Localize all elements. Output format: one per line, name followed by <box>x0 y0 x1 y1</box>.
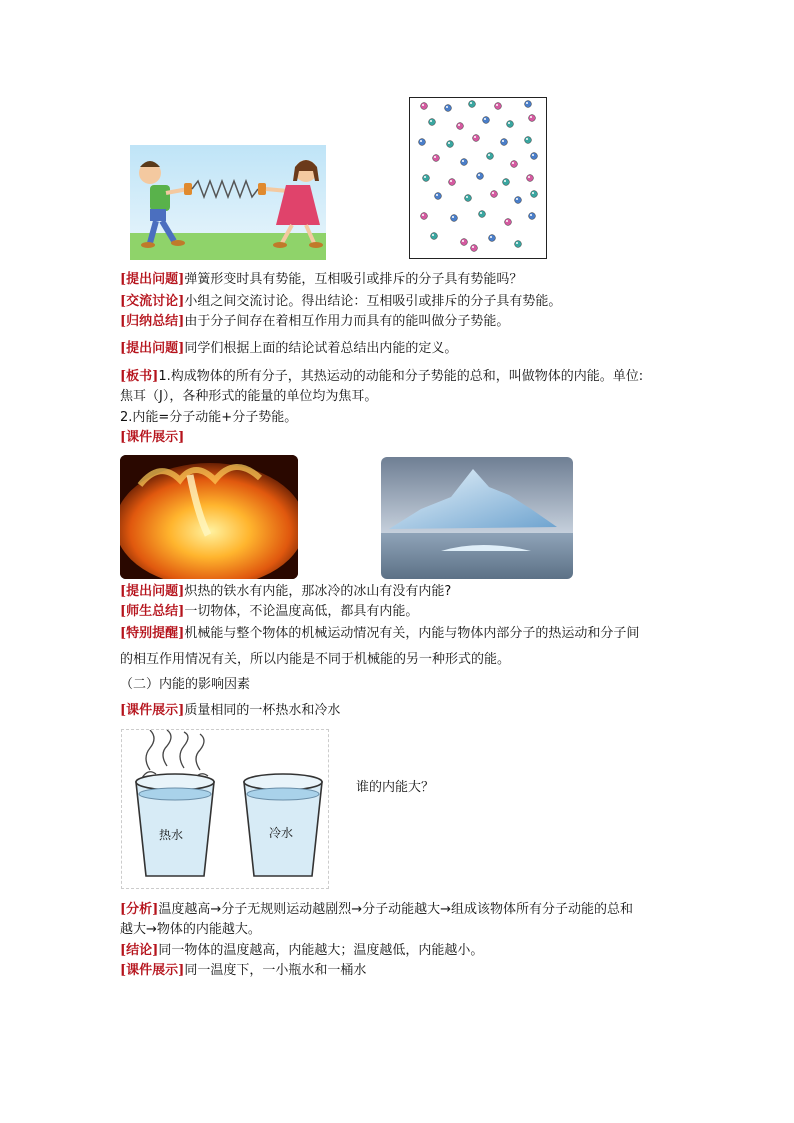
molecule-icon <box>507 121 514 128</box>
molecule-icon <box>515 241 522 248</box>
iceberg-image <box>381 457 573 579</box>
molecule-icon <box>447 141 454 148</box>
molecule-icon <box>471 245 478 252</box>
text-line-4: [提出问题]同学们根据上面的结论试着总结出内能的定义。 <box>120 341 458 356</box>
molecule-icon <box>423 175 430 182</box>
molecule-icon <box>421 103 428 110</box>
molecule-icon <box>491 191 498 198</box>
molecule-icon <box>511 161 518 168</box>
hot-cold-water-cups-image <box>121 729 329 889</box>
molecule-icon <box>531 191 538 198</box>
spring-tug-of-war-image <box>130 145 326 260</box>
text-line-1: [提出问题]弹簧形变时具有势能，互相吸引或排斥的分子具有势能吗？ <box>120 272 523 287</box>
text-line-12: 的相互作用情况有关，所以内能是不同于机械能的另一种形式的能。 <box>120 652 511 667</box>
molecule-icon <box>461 239 468 246</box>
text-line-5: [板书]1.构成物体的所有分子，其热运动的动能和分子势能的总和，叫做物体的内能。单位: <box>120 369 644 384</box>
text-line-13: （二）内能的影响因素 <box>120 677 251 692</box>
text-line-9: [提出问题]炽热的铁水有内能，那冰冷的冰山有没有内能? <box>120 584 452 599</box>
molecule-icon <box>431 233 438 240</box>
molecule-icon <box>461 159 468 166</box>
molecule-icon <box>527 175 534 182</box>
hot-water-label: 热水 <box>159 828 184 842</box>
molecule-icon <box>501 139 508 146</box>
molecule-icon <box>489 235 496 242</box>
molecule-icon <box>451 215 458 222</box>
text-line-6: 焦耳（J），各种形式的能量的单位均为焦耳。 <box>120 389 378 404</box>
text-line-17: [结论]同一物体的温度越高，内能越大；温度越低，内能越小。 <box>120 943 484 958</box>
molecule-icon <box>429 119 436 126</box>
molecule-icon <box>525 137 532 144</box>
molecule-icon <box>503 179 510 186</box>
text-line-18: [课件展示]同一温度下，一小瓶水和一桶水 <box>120 963 367 978</box>
molecule-icon <box>419 139 426 146</box>
text-line-16: 越大→物体的内能越大。 <box>120 922 261 937</box>
molecule-icon <box>515 197 522 204</box>
text-line-7: 2.内能=分子动能+分子势能。 <box>120 410 298 425</box>
molecule-icon <box>477 173 484 180</box>
molecule-icon <box>529 213 536 220</box>
molecules-image <box>409 97 547 259</box>
cold-water-label: 冷水 <box>269 826 294 840</box>
molecule-icon <box>465 195 472 202</box>
molecule-icon <box>529 115 536 122</box>
molecule-icon <box>473 135 480 142</box>
molecule-icon <box>433 155 440 162</box>
molecule-icon <box>505 219 512 226</box>
text-line-15: [分析]温度越高→分子无规则运动越剧烈→分子动能越大→组成该物体所有分子动能的总和 <box>120 902 633 917</box>
text-line-14: [课件展示]质量相同的一杯热水和冷水 <box>120 703 341 718</box>
text-line-2: [交流讨论]小组之间交流讨论。得出结论：互相吸引或排斥的分子具有势能。 <box>120 294 562 309</box>
text-line-10: [师生总结]一切物体，不论温度高低，都具有内能。 <box>120 604 419 619</box>
molten-iron-image <box>120 455 298 579</box>
question-text: 谁的内能大？ <box>356 780 435 795</box>
molecule-icon <box>479 211 486 218</box>
molecule-icon <box>435 193 442 200</box>
molecule-icon <box>445 105 452 112</box>
molecule-icon <box>449 179 456 186</box>
molecule-icon <box>525 101 532 108</box>
molecule-icon <box>469 101 476 108</box>
molecule-icon <box>495 103 502 110</box>
molecule-icon <box>457 123 464 130</box>
molecule-icon <box>483 117 490 124</box>
text-line-8: [课件展示] <box>120 430 185 445</box>
molecule-icon <box>487 153 494 160</box>
molecule-icon <box>421 213 428 220</box>
text-line-11: [特别提醒]机械能与整个物体的机械运动情况有关，内能与物体内部分子的热运动和分子间 <box>120 626 640 641</box>
text-line-3: [归纳总结]由于分子间存在着相互作用力而具有的能叫做分子势能。 <box>120 314 510 329</box>
molecule-icon <box>531 153 538 160</box>
